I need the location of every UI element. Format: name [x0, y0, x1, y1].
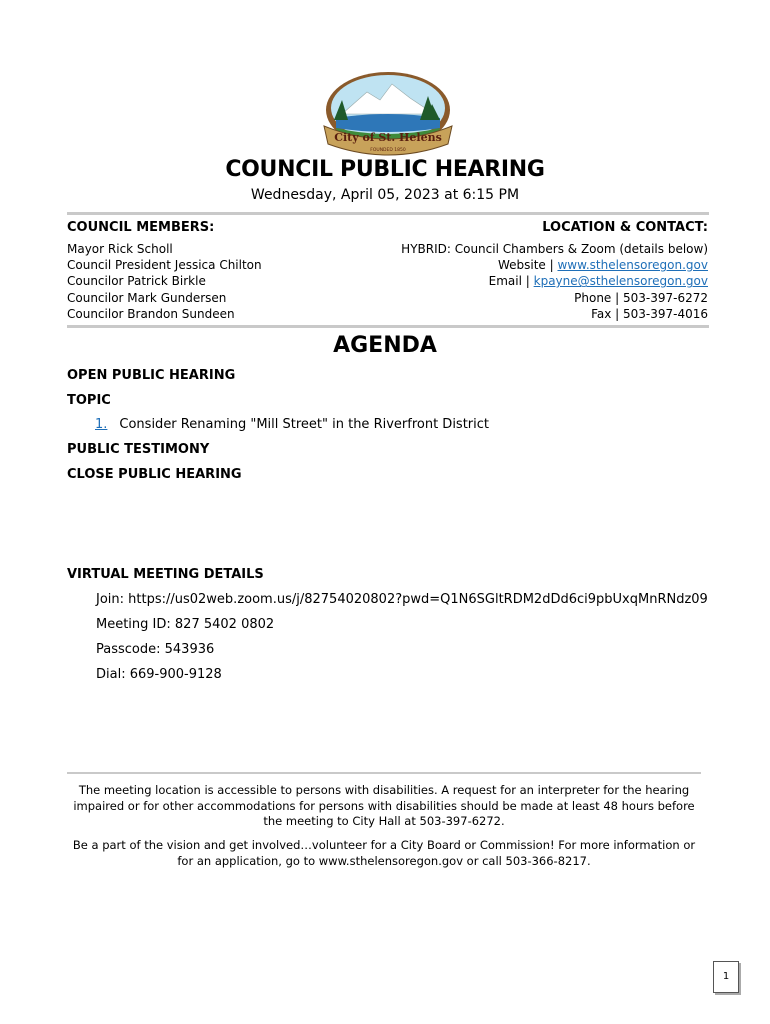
involvement-notice: Be a part of the vision and get involved…volunteer for a City Board or Commission! For more information or for an application, go to www.sthelensoregon.gov or call 503-366-8217. [72, 838, 696, 868]
dial-number: Dial: 669-900-9128 [96, 667, 222, 682]
zoom-join-url: Join: https://us02web.zoom.us/j/82754020802?pwd=Q1N6SGltRDM2dDd6ci9pbUxqMnRNdz09 [96, 592, 708, 607]
virtual-heading: VIRTUAL MEETING DETAILS [67, 567, 264, 582]
seal-founded: FOUNDED 1850 [370, 148, 406, 153]
page-title: COUNCIL PUBLIC HEARING [225, 157, 545, 182]
hybrid-location: HYBRID: Council Chambers & Zoom (details below) [401, 242, 708, 256]
members-heading: COUNCIL MEMBERS: [67, 220, 215, 235]
contact-divider [67, 325, 709, 328]
header-divider [67, 212, 709, 215]
agenda-item [95, 417, 489, 432]
email-label: Email | [488, 274, 534, 289]
footer-divider [67, 772, 701, 774]
contact-list [401, 241, 708, 322]
phone-line: Phone | 503-397-6272 [574, 290, 708, 305]
member-name: Councilor Brandon Sundeen [67, 306, 235, 321]
member-name: Mayor Rick Scholl [67, 242, 173, 256]
member-name: Councilor Patrick Birkle [67, 274, 206, 289]
website-line [401, 257, 708, 273]
accessibility-notice: The meeting location is accessible to persons with disabilities. A request for an interpreter for the hearing impaired or for other accommodations for persons with disabilities should be made at least 48 hours before the meeting to City Hall at 503-397-6272. [73, 783, 695, 828]
contact-heading: LOCATION & CONTACT: [542, 220, 708, 235]
passcode: Passcode: 543936 [96, 642, 215, 657]
page-number: 1 [713, 961, 739, 993]
fax-line: Fax | 503-397-4016 [591, 306, 708, 321]
agenda-heading: AGENDA [333, 333, 437, 358]
topic-heading: TOPIC [67, 393, 111, 408]
agenda-item-text: Consider Renaming "Mill Street" in the Riverfront District [119, 417, 489, 432]
city-seal-logo [322, 70, 454, 156]
email-link[interactable]: kpayne@sthelensoregon.gov [533, 274, 708, 289]
seal-city-name: City of St. Helens [334, 131, 442, 144]
open-hearing-heading: OPEN PUBLIC HEARING [67, 368, 236, 383]
agenda-item-number-link[interactable]: 1. [95, 417, 108, 432]
meeting-datetime: Wednesday, April 05, 2023 at 6:15 PM [250, 187, 520, 203]
member-name: Councilor Mark Gundersen [67, 290, 227, 305]
website-link[interactable]: www.sthelensoregon.gov [557, 258, 708, 273]
testimony-heading: PUBLIC TESTIMONY [67, 442, 210, 457]
members-list [67, 241, 262, 322]
close-hearing-heading: CLOSE PUBLIC HEARING [67, 467, 242, 482]
member-name: Council President Jessica Chilton [67, 258, 262, 273]
email-line [401, 273, 708, 289]
website-label: Website | [497, 258, 558, 273]
meeting-id: Meeting ID: 827 5402 0802 [96, 617, 275, 632]
